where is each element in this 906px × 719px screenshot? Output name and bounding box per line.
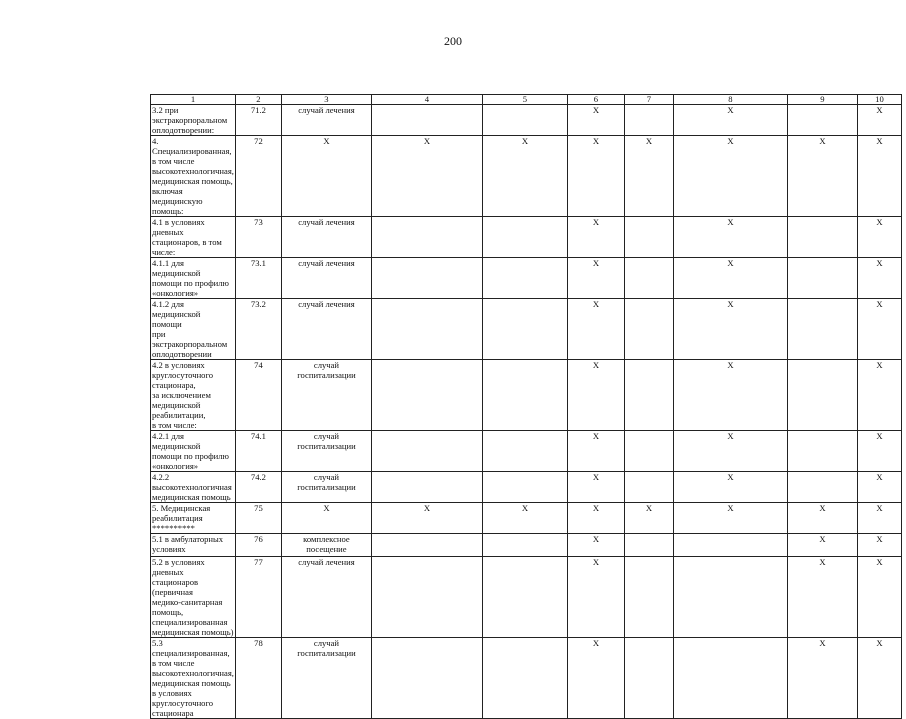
page-number: 200 [444, 34, 462, 48]
column-number-header: 10 [857, 95, 901, 105]
cell-col5 [482, 431, 567, 472]
cell-unit: случай госпитализации [281, 360, 371, 431]
cell-col4 [371, 534, 482, 557]
cell-row-number: 73 [235, 217, 281, 258]
cell-unit: случай лечения [281, 217, 371, 258]
cell-col6: X [567, 503, 624, 534]
document-table [150, 94, 902, 719]
cell-col8: X [673, 299, 787, 360]
cell-row-number: 72 [235, 136, 281, 217]
cell-row-number: 76 [235, 534, 281, 557]
cell-unit: случай лечения [281, 299, 371, 360]
cell-col7 [624, 557, 673, 638]
cell-row-number: 73.1 [235, 258, 281, 299]
cell-col5 [482, 534, 567, 557]
cell-col4 [371, 431, 482, 472]
cell-col10: X [857, 105, 901, 136]
table-row [151, 534, 902, 557]
cell-col5 [482, 472, 567, 503]
cell-row-number: 74.2 [235, 472, 281, 503]
cell-col8: X [673, 431, 787, 472]
cell-col9 [787, 217, 857, 258]
cell-name: 4.1 в условиях дневных стационаров, в том числе: [151, 217, 236, 258]
cell-col10: X [857, 258, 901, 299]
cell-col9 [787, 431, 857, 472]
cell-name: 3.2 при экстракорпоральном оплодотворении: [151, 105, 236, 136]
column-number-header: 1 [151, 95, 236, 105]
table-row [151, 557, 902, 638]
cell-col10: X [857, 638, 901, 719]
cell-col5: X [482, 503, 567, 534]
cell-col7 [624, 105, 673, 136]
cell-unit: случай лечения [281, 105, 371, 136]
cell-name: 5.1 в амбулаторных условиях [151, 534, 236, 557]
table-row [151, 136, 902, 217]
cell-col8: X [673, 136, 787, 217]
cell-col6: X [567, 217, 624, 258]
column-number-header: 3 [281, 95, 371, 105]
cell-col6: X [567, 258, 624, 299]
cell-unit: случай лечения [281, 258, 371, 299]
cell-col4 [371, 258, 482, 299]
cell-col6: X [567, 472, 624, 503]
cell-name: 5. Медицинская реабилитация ********** [151, 503, 236, 534]
cell-col7 [624, 431, 673, 472]
table-row [151, 299, 902, 360]
cell-col7 [624, 217, 673, 258]
cell-col8 [673, 557, 787, 638]
cell-col7 [624, 258, 673, 299]
cell-col9 [787, 258, 857, 299]
cell-row-number: 74.1 [235, 431, 281, 472]
table-row [151, 360, 902, 431]
cell-col5 [482, 557, 567, 638]
cell-col10: X [857, 534, 901, 557]
cell-unit: случай лечения [281, 557, 371, 638]
table-row [151, 503, 902, 534]
cell-col5 [482, 299, 567, 360]
cell-name: 4.1.1 для медицинской помощи по профилю «онкология» [151, 258, 236, 299]
cell-unit: X [281, 503, 371, 534]
cell-col5 [482, 258, 567, 299]
cell-col8: X [673, 472, 787, 503]
cell-col4: X [371, 136, 482, 217]
cell-row-number: 75 [235, 503, 281, 534]
cell-col9 [787, 299, 857, 360]
cell-col6: X [567, 299, 624, 360]
cell-col9 [787, 472, 857, 503]
cell-row-number: 77 [235, 557, 281, 638]
cell-col8 [673, 534, 787, 557]
cell-col6: X [567, 557, 624, 638]
cell-col8 [673, 638, 787, 719]
cell-col7 [624, 534, 673, 557]
cell-col9: X [787, 557, 857, 638]
cell-col10: X [857, 217, 901, 258]
cell-col10: X [857, 557, 901, 638]
cell-col9: X [787, 136, 857, 217]
column-number-header: 4 [371, 95, 482, 105]
cell-col5 [482, 638, 567, 719]
cell-col8: X [673, 258, 787, 299]
cell-col8: X [673, 503, 787, 534]
table-row [151, 431, 902, 472]
cell-col5: X [482, 136, 567, 217]
cell-name: 4.2 в условиях круглосуточного стационара, за исключением медицинской реабилитации, в том числе: [151, 360, 236, 431]
cell-col8: X [673, 217, 787, 258]
table-row [151, 472, 902, 503]
cell-name: 4.2.2 высокотехнологичная медицинская помощь [151, 472, 236, 503]
cell-unit: случай госпитализации [281, 638, 371, 719]
cell-col6: X [567, 136, 624, 217]
cell-col7 [624, 299, 673, 360]
cell-col6: X [567, 431, 624, 472]
cell-col4 [371, 217, 482, 258]
cell-col7 [624, 638, 673, 719]
cell-col10: X [857, 299, 901, 360]
cell-col8: X [673, 360, 787, 431]
cell-row-number: 71.2 [235, 105, 281, 136]
cell-row-number: 73.2 [235, 299, 281, 360]
column-number-header: 2 [235, 95, 281, 105]
cell-row-number: 78 [235, 638, 281, 719]
cell-col9: X [787, 638, 857, 719]
cell-col5 [482, 360, 567, 431]
cell-col6: X [567, 534, 624, 557]
cell-col10: X [857, 472, 901, 503]
cell-name: 4. Специализированная, в том числе высокотехнологичная, медицинская помощь, включая медицинскую помощь: [152, 136, 234, 216]
table-row [151, 105, 902, 136]
cell-col4 [371, 557, 482, 638]
cell-unit: X [281, 136, 371, 217]
cell-col10: X [857, 431, 901, 472]
cell-name: 5.3 специализированная, в том числе высокотехнологичная, медицинская помощь в условиях круглосуточного стационара [152, 638, 234, 718]
cell-col10: X [857, 360, 901, 431]
table-row [151, 638, 902, 719]
cell-col4: X [371, 503, 482, 534]
table-header-row [151, 95, 902, 105]
cell-col4 [371, 105, 482, 136]
cell-col9: X [787, 534, 857, 557]
table-row [151, 258, 902, 299]
cell-col5 [482, 105, 567, 136]
cell-col6: X [567, 638, 624, 719]
cell-col7 [624, 360, 673, 431]
cell-unit: комплексное посещение [281, 534, 371, 557]
cell-col10: X [857, 503, 901, 534]
table-row [151, 217, 902, 258]
cell-col10: X [857, 136, 901, 217]
column-number-header: 9 [787, 95, 857, 105]
cell-col9 [787, 360, 857, 431]
cell-col4 [371, 638, 482, 719]
cell-unit: случай госпитализации [281, 472, 371, 503]
column-number-header: 5 [482, 95, 567, 105]
column-number-header: 6 [567, 95, 624, 105]
cell-col6: X [567, 105, 624, 136]
column-number-header: 7 [624, 95, 673, 105]
cell-col9 [787, 105, 857, 136]
cell-unit: случай госпитализации [281, 431, 371, 472]
cell-col8: X [673, 105, 787, 136]
cell-col9: X [787, 503, 857, 534]
cell-name: 4.2.1 для медицинской помощи по профилю «онкология» [151, 431, 236, 472]
cell-col4 [371, 472, 482, 503]
cell-name: 5.2 в условиях дневных стационаров (первичная медико-санитарная помощь, специализированная медицинская помощь) [152, 557, 234, 637]
cell-col5 [482, 217, 567, 258]
cell-name: 4.1.2 для медицинской помощи при экстракорпоральном оплодотворении [151, 299, 236, 360]
cell-col4 [371, 360, 482, 431]
cell-row-number: 74 [235, 360, 281, 431]
column-number-header: 8 [673, 95, 787, 105]
cell-col7 [624, 472, 673, 503]
cell-col6: X [567, 360, 624, 431]
cell-col4 [371, 299, 482, 360]
cell-col7: X [624, 503, 673, 534]
cell-col7: X [624, 136, 673, 217]
